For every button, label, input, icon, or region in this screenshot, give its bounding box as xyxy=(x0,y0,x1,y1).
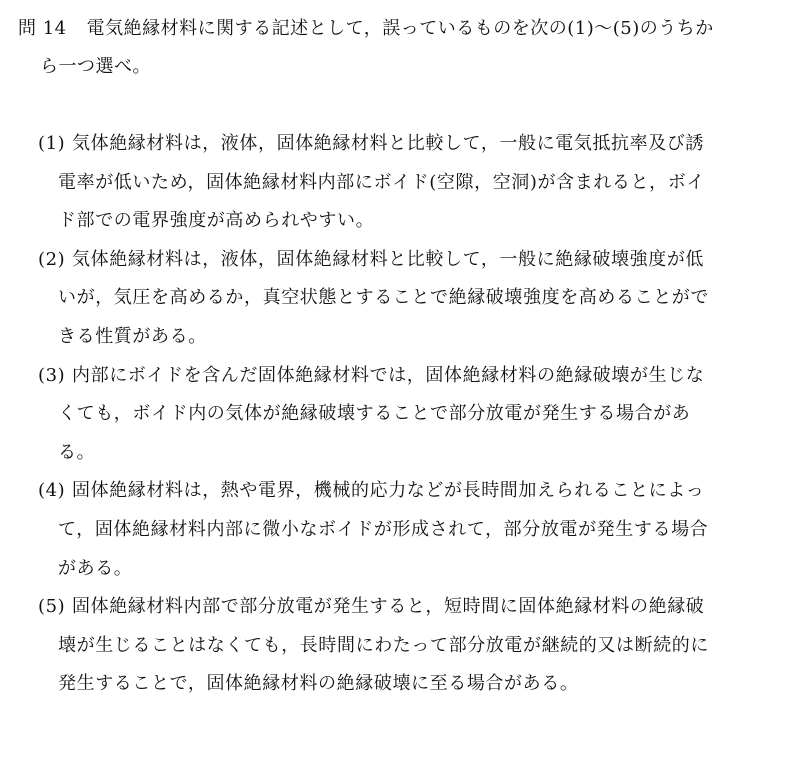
option-label: (3) xyxy=(38,364,66,386)
option-text-line: くても，ボイド内の気体が絶縁破壊することで部分放電が発生する場合があ xyxy=(58,403,691,425)
option-text-line: きる性質がある。 xyxy=(58,325,207,347)
question-text-line-1: 電気絶縁材料に関する記述として，誤っているものを次の(1)～(5)のうちか xyxy=(86,18,714,39)
option-text xyxy=(58,241,773,357)
option-text-line: いが，気圧を高めるか，真空状態とすることで絶縁破壊強度を高めることがで xyxy=(58,287,709,309)
option-label: (1) xyxy=(38,133,66,154)
question-header xyxy=(18,10,778,86)
option-text-line: 固体絶縁材料は，熱や電界，機械的応力などが長時間加えられることによっ xyxy=(72,480,705,502)
question-number: 問 14 xyxy=(18,18,67,39)
option-text-line: ド部での電界強度が高められやすい。 xyxy=(58,210,375,232)
option-text-line: 電率が低いため，固体絶縁材料内部にボイド(空隙，空洞)が含まれると，ボイ xyxy=(58,171,705,193)
option-text xyxy=(58,357,773,473)
option-text xyxy=(58,588,773,704)
option-text-line: がある。 xyxy=(58,557,133,579)
option-text-line: 気体絶縁材料は，液体，固体絶縁材料と比較して，一般に電気抵抗率及び誘 xyxy=(72,133,705,154)
option-text-line: る。 xyxy=(58,441,96,463)
option-label: (2) xyxy=(38,248,66,270)
question-text-line-2: ら一つ選べ。 xyxy=(40,56,151,77)
answer-option-1 xyxy=(38,125,773,241)
option-text-line: 固体絶縁材料内部で部分放電が発生すると，短時間に固体絶縁材料の絶縁破 xyxy=(72,596,705,618)
option-text xyxy=(58,472,773,588)
answer-option-4 xyxy=(38,472,773,588)
option-text-line: 内部にボイドを含んだ固体絶縁材料では，固体絶縁材料の絶縁破壊が生じな xyxy=(72,364,705,386)
option-label: (5) xyxy=(38,596,66,618)
answer-option-5 xyxy=(38,588,773,704)
option-label: (4) xyxy=(38,480,66,502)
option-text-line: 壊が生じることはなくても，長時間にわたって部分放電が継続的又は断続的に xyxy=(58,634,709,656)
option-text-line: 気体絶縁材料は，液体，固体絶縁材料と比較して，一般に絶縁破壊強度が低 xyxy=(72,248,705,270)
answer-option-2 xyxy=(38,241,773,357)
answer-option-3 xyxy=(38,357,773,473)
answer-options xyxy=(38,125,773,704)
option-text-line: 発生することで，固体絶縁材料の絶縁破壊に至る場合がある。 xyxy=(58,673,579,695)
option-text xyxy=(58,125,773,241)
option-text-line: て，固体絶縁材料内部に微小なボイドが形成されて，部分放電が発生する場合 xyxy=(58,518,709,540)
